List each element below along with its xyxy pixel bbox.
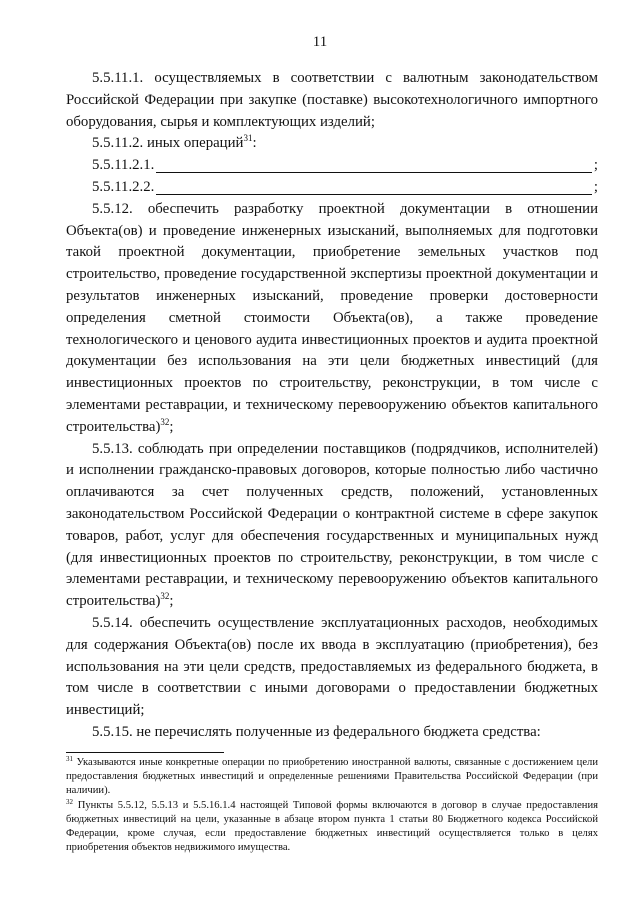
footnote-text: Указываются иные конкретные операции по приобретению иностранной валюты, связанные с достижением цели предоставления бюджетных инвестиций и определенные решениями Правительства Российской Федерации (при наличии). — [66, 757, 598, 797]
blank-number: 5.5.11.2.1. — [92, 157, 155, 174]
paragraph-5-5-13 — [66, 439, 598, 613]
paragraph-5-5-11-1: 5.5.11.1. осуществляемых в соответствии с валютным законодательством Российской Федерации при закупке (поставке) высокотехнологичного импортного оборудования, сырья и комплектующих изделий; — [66, 70, 598, 130]
paragraph-punct: ; — [169, 418, 174, 435]
footnote-marker: 31 — [66, 755, 73, 763]
footnote-text: Пункты 5.5.12, 5.5.13 и 5.5.16.1.4 настоящей Типовой формы включаются в договор в случае предоставления бюджетных инвестиций на цели, указанные в абзаце втором пункта 1 статьи 80 Бюджетного кодекса Российской Федерации, кроме случая, если предоставление бюджетных инвестиций осуществляется только в целях приобретения объектов недвижимого имущества. — [66, 799, 599, 854]
footnote-31 — [66, 756, 598, 799]
page-number: 11 — [312, 34, 328, 50]
blank-field-5-5-11-2-2 — [66, 177, 598, 199]
footnote-ref-31: 31 — [243, 133, 253, 144]
paragraph-text: 5.5.11.2. иных операций — [92, 135, 244, 152]
blank-punct: ; — [593, 178, 598, 195]
paragraph-5-5-14: 5.5.14. обеспечить осуществление эксплуатационных расходов, необходимых для содержания Объекта(ов) после их ввода в эксплуатацию (приобретения), без использования на эти цели средств, предоставляемых из федерального бюджета, в том числе в соответствии с иными договорами о предоставлении бюджетных инвестиций; — [66, 614, 598, 719]
blank-number: 5.5.11.2.2. — [92, 178, 155, 195]
blank-punct: ; — [593, 157, 598, 174]
footnote-ref-32: 32 — [160, 591, 170, 602]
document-body — [66, 68, 598, 744]
paragraph-punct: ; — [169, 593, 174, 610]
paragraph-text: 5.5.13. соблюдать при определении поставщиков (подрядчиков, исполнителей) и исполнении гражданско-правовых договоров, которые полностью либо частично оплачиваются за счет полученных средств, положений, установленных законодательством Российской Федерации о контрактной системе в сфере закупок товаров, работ, услуг для обеспечения государственных и муниципальных нужд (для инвестиционных проектов по строительству, реконструкции, в том числе с элементами реставрации, и техническому перевооружению объектов капитального строительства) — [66, 440, 598, 610]
paragraph-text: 5.5.12. обеспечить разработку проектной документации в отношении Объекта(ов) и проведение инженерных изысканий, выполняемых для подготовки такой проектной документации, приобретение земельных участков под строительство, проведение государственной экспертизы проектной документации и результатов инженерных изысканий, проведение проверки достоверности определения сметной стоимости Объекта(ов), а также проведение технологического и ценового аудита инвестиционных проектов и аудита проектной документации без использования на эти цели бюджетных инвестиций (для инвестиционных проектов по строительству, реконструкции, в том числе с элементами реставрации, и техническому перевооружению объектов капитального строительства) — [66, 200, 598, 435]
paragraph-5-5-12 — [66, 199, 598, 439]
footnote-separator — [66, 752, 224, 753]
footnote-ref-32: 32 — [160, 416, 170, 427]
footnote-marker: 32 — [66, 797, 73, 806]
blank-line — [156, 194, 592, 195]
paragraph-punct: : — [252, 135, 257, 152]
footnotes — [66, 756, 598, 855]
footnote-32 — [66, 799, 598, 856]
paragraph-5-5-11-2 — [66, 133, 598, 155]
paragraph-5-5-15: 5.5.15. не перечислять полученные из федерального бюджета средства: — [92, 723, 541, 740]
blank-line — [156, 172, 592, 173]
blank-field-5-5-11-2-1 — [66, 155, 598, 177]
